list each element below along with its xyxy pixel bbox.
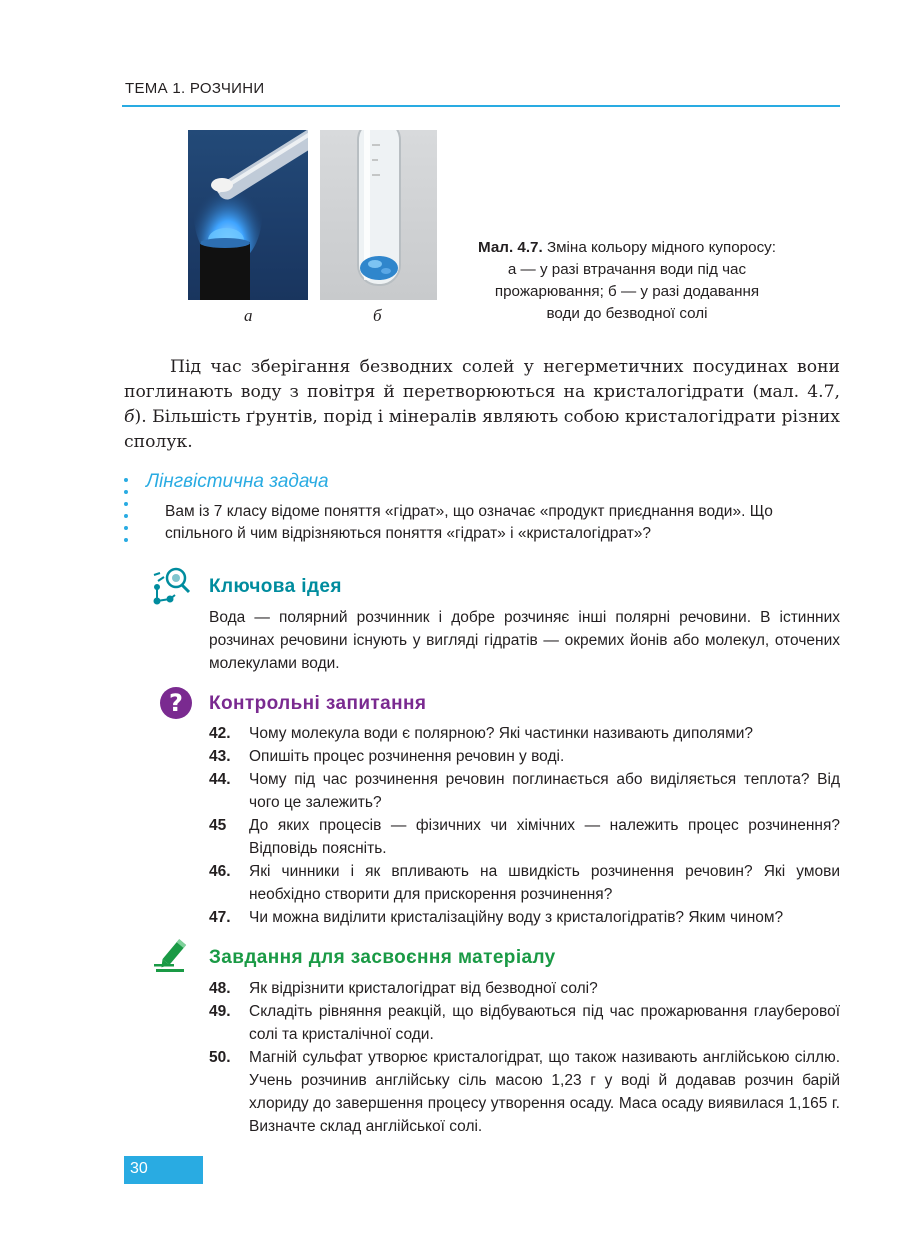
task-item — [209, 1000, 840, 1046]
svg-text:?: ? — [169, 689, 183, 717]
running-header: ТЕМА 1. РОЗЧИНИ — [125, 80, 265, 97]
question-number: 46. — [209, 863, 231, 880]
task-number: 48. — [209, 980, 231, 997]
task-item — [209, 1046, 840, 1138]
key-idea-text: Вода — полярний розчинник і добре розчиняє інші полярні речовини. В істинних розчинах речовини існують у вигляді гідратів — окремих йонів або молекул, оточених молекулами води. — [209, 609, 840, 672]
pencil-writing-icon — [152, 938, 188, 979]
body-text-start: Під час зберігання безводних солей у негерметичних посудинах вони поглинають воду з повітря й перетворюються на кристалогідрати (мал. 4.7, — [124, 357, 840, 402]
body-paragraph — [124, 355, 840, 455]
task-item — [209, 977, 840, 1000]
question-text: Опишіть процес розчинення речовин у воді. — [249, 748, 565, 765]
question-number: 42. — [209, 725, 231, 742]
tasks-list — [209, 977, 840, 1138]
question-item — [209, 768, 840, 814]
question-item — [209, 860, 840, 906]
question-mark-icon — [159, 686, 193, 725]
question-item — [209, 814, 840, 860]
task-number: 50. — [209, 1049, 231, 1066]
body-text-end: ). Більшість ґрунтів, порід і мінералів являють собою кристалогідрати різних сполук. — [124, 407, 840, 452]
linguistic-dots-marker — [124, 478, 130, 550]
figure-label-a: а — [244, 306, 253, 325]
question-number: 43. — [209, 748, 231, 765]
task-text: Складіть рівняння реакцій, що відбуваються під час прожарювання глауберової солі та кристалічної соди. — [249, 1003, 840, 1043]
question-text: Чому молекула води є полярною? Які частинки називають диполями? — [249, 725, 753, 742]
question-item — [209, 906, 840, 929]
figure-label-b: б — [373, 306, 382, 325]
question-text: Чи можна виділити кристалізаційну воду з кристалогідратів? Яким чином? — [249, 909, 784, 926]
linguistic-task-text: Вам із 7 класу відоме поняття «гідрат», що означає «продукт приєднання води». Що спільного й чим відрізняються поняття «гідрат» і «кристалогідрат»? — [165, 503, 773, 542]
question-number: 44. — [209, 771, 231, 788]
questions-list — [209, 722, 840, 929]
tasks-title: Завдання для засвоєння матеріалу — [209, 947, 556, 968]
body-text-italic: б — [124, 407, 135, 427]
key-idea-title: Ключова ідея — [209, 576, 342, 597]
task-text: Магній сульфат утворює кристалогідрат, що також називають англійською сіллю. Учень розчинив англійську сіль масою 1,23 г у воді й додавав розчин барій хлориду до завершення процесу утворення осаду. Маса осаду виявилася 1,165 г. Визначте склад англійської солі. — [249, 1049, 840, 1135]
key-idea-icon — [152, 565, 192, 610]
figure-caption — [478, 237, 776, 325]
question-number: 45 — [209, 817, 227, 834]
header-rule — [122, 105, 840, 107]
task-number: 49. — [209, 1003, 231, 1020]
photo-test-tube — [320, 130, 437, 300]
caption-text: Зміна кольору мідного купоросу: а — у разі втрачання води під час прожарювання; б — у разі додавання води до безводної солі — [494, 239, 776, 322]
photo-burner-tube — [188, 130, 308, 300]
question-text: До яких процесів — фізичних чи хімічних — належить процес розчинення? Відповідь поясніть. — [249, 817, 840, 857]
question-text: Чому під час розчинення речовин поглинається або виділяється теплота? Від чого це залежить? — [249, 771, 840, 811]
caption-label: Мал. 4.7. — [478, 239, 543, 256]
task-text: Як відрізнити кристалогідрат від безводної солі? — [249, 980, 598, 997]
linguistic-task-title: Лінгвістична задача — [146, 471, 329, 492]
question-item — [209, 722, 840, 745]
question-text: Які чинники і як впливають на швидкість розчинення речовин? Які умови необхідно створити для прискорення розчинення? — [249, 863, 840, 903]
question-item — [209, 745, 840, 768]
page-number: 30 — [130, 1160, 148, 1177]
question-number: 47. — [209, 909, 231, 926]
questions-title: Контрольні запитання — [209, 693, 427, 714]
